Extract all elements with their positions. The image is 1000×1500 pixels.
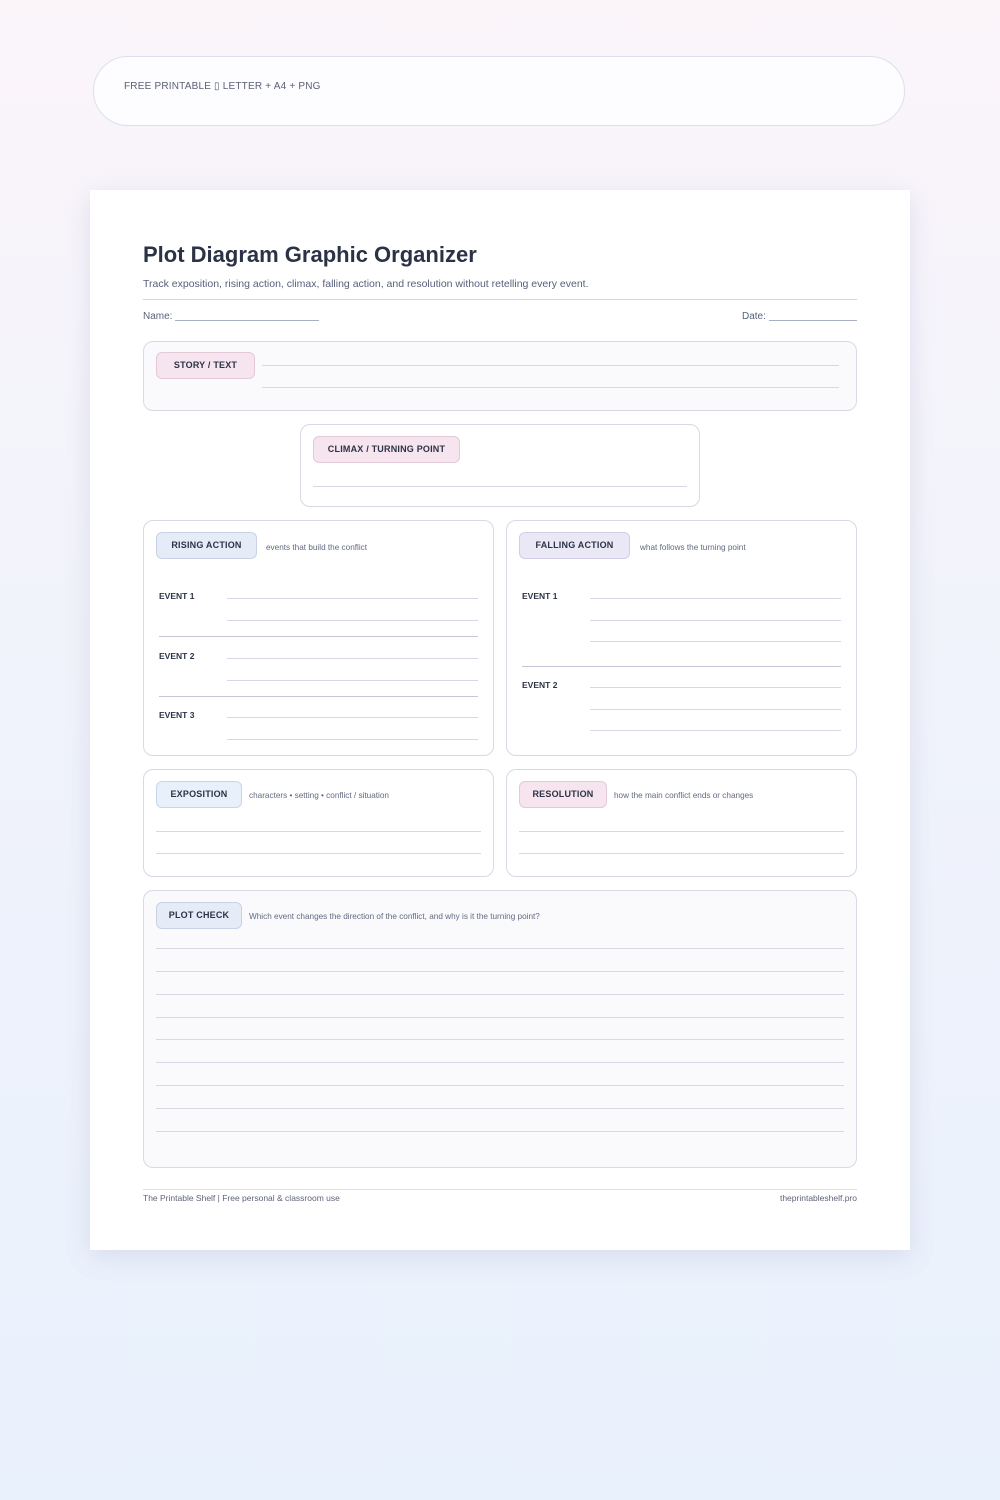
plot-check-prompt: Which event changes the direction of the conflict, and why is it the turning point?: [249, 912, 540, 921]
name-field[interactable]: [175, 320, 319, 321]
writing-line[interactable]: [156, 971, 844, 972]
writing-line[interactable]: [590, 620, 841, 621]
resolution-tag: RESOLUTION: [519, 781, 607, 808]
writing-line[interactable]: [156, 831, 481, 832]
writing-line[interactable]: [156, 994, 844, 995]
writing-line[interactable]: [590, 641, 841, 642]
rising-action-tag: RISING ACTION: [156, 532, 257, 559]
writing-line[interactable]: [156, 1085, 844, 1086]
exposition-hint: characters • setting • conflict / situation: [249, 791, 389, 800]
writing-line[interactable]: [262, 387, 839, 388]
climax-tag: CLIMAX / TURNING POINT: [313, 436, 460, 463]
event-divider: [522, 666, 841, 667]
falling-action-box: [506, 520, 857, 756]
story-text-box: [143, 341, 857, 411]
writing-line[interactable]: [590, 709, 841, 710]
falling-event-2-label: EVENT 2: [522, 680, 558, 690]
writing-line[interactable]: [590, 598, 841, 599]
writing-line[interactable]: [590, 730, 841, 731]
date-label: Date:: [742, 311, 766, 322]
falling-action-hint: what follows the turning point: [640, 543, 746, 552]
header-divider: [143, 299, 857, 300]
exposition-box: [143, 769, 494, 877]
writing-line[interactable]: [156, 948, 844, 949]
footer-credit: The Printable Shelf | Free personal & classroom use: [143, 1193, 340, 1203]
writing-line[interactable]: [227, 658, 478, 659]
page-subtitle: Track exposition, rising action, climax, falling action, and resolution without retelling every event.: [143, 278, 589, 290]
banner-text: FREE PRINTABLE ▯ LETTER + A4 + PNG: [124, 81, 321, 92]
writing-line[interactable]: [519, 853, 844, 854]
writing-line[interactable]: [519, 831, 844, 832]
climax-box: [300, 424, 700, 507]
exposition-tag: EXPOSITION: [156, 781, 242, 808]
writing-line[interactable]: [156, 853, 481, 854]
writing-line[interactable]: [156, 1039, 844, 1040]
rising-event-2-label: EVENT 2: [159, 651, 195, 661]
format-banner: [93, 56, 905, 126]
rising-action-box: [143, 520, 494, 756]
writing-line[interactable]: [262, 365, 839, 366]
footer-url[interactable]: theprintableshelf.pro: [779, 1193, 857, 1203]
footer-divider: [143, 1189, 857, 1190]
writing-line[interactable]: [313, 486, 687, 487]
writing-line[interactable]: [227, 620, 478, 621]
page-title: Plot Diagram Graphic Organizer: [143, 242, 477, 267]
rising-event-1-label: EVENT 1: [159, 591, 195, 601]
writing-line[interactable]: [590, 687, 841, 688]
writing-line[interactable]: [156, 1017, 844, 1018]
worksheet-page: [90, 190, 910, 1250]
event-divider: [159, 636, 478, 637]
writing-line[interactable]: [227, 680, 478, 681]
date-field[interactable]: [769, 320, 857, 321]
rising-action-hint: events that build the conflict: [266, 543, 368, 552]
plot-check-box: [143, 890, 857, 1168]
story-text-tag: STORY / TEXT: [156, 352, 255, 379]
resolution-hint: how the main conflict ends or changes: [614, 791, 754, 800]
falling-action-tag: FALLING ACTION: [519, 532, 630, 559]
writing-line[interactable]: [227, 717, 478, 718]
name-label: Name:: [143, 311, 173, 322]
writing-line[interactable]: [227, 739, 478, 740]
falling-event-1-label: EVENT 1: [522, 591, 558, 601]
writing-line[interactable]: [156, 1108, 844, 1109]
writing-line[interactable]: [156, 1062, 844, 1063]
plot-check-tag: PLOT CHECK: [156, 902, 242, 929]
resolution-box: [506, 769, 857, 877]
writing-line[interactable]: [227, 598, 478, 599]
event-divider: [159, 696, 478, 697]
writing-line[interactable]: [156, 1131, 844, 1132]
rising-event-3-label: EVENT 3: [159, 710, 195, 720]
